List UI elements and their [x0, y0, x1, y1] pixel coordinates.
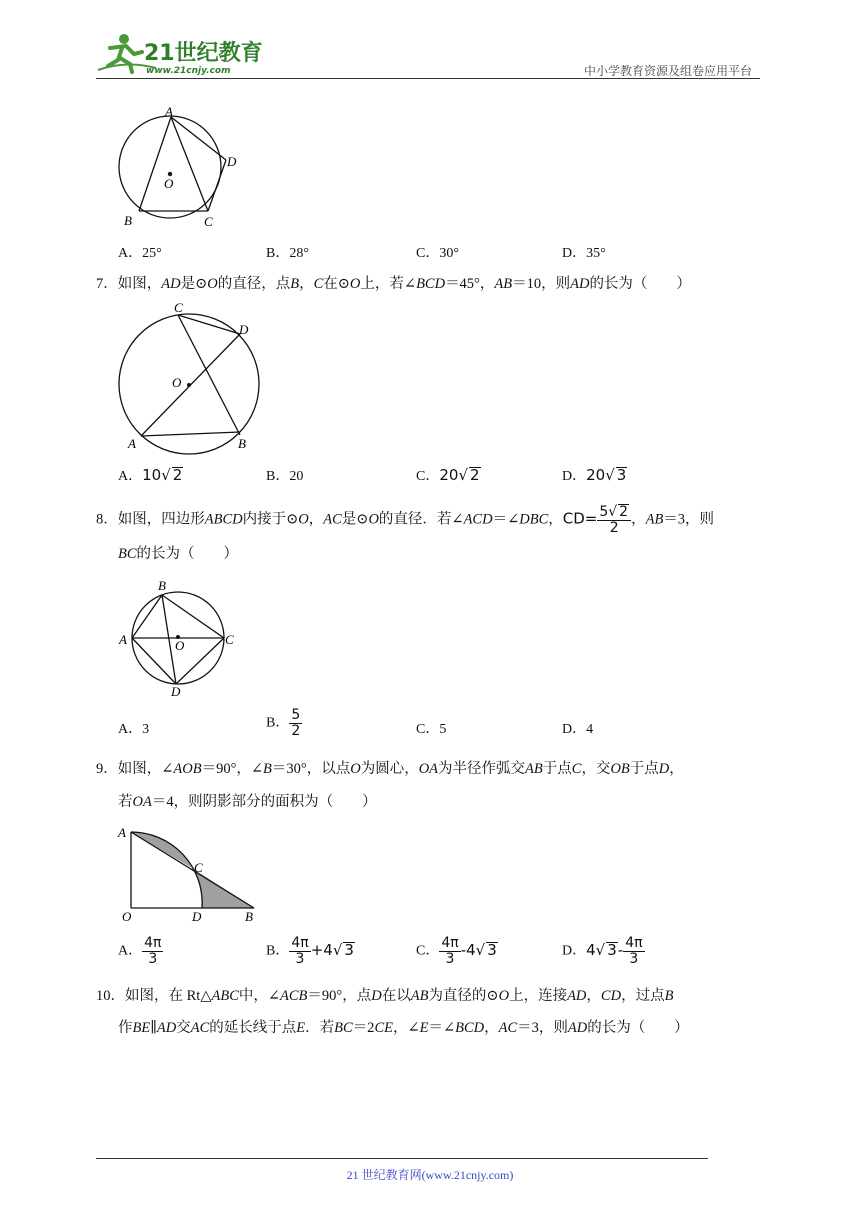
- svg-text:C: C: [194, 860, 203, 875]
- svg-text:O: O: [172, 375, 182, 390]
- svg-text:D: D: [171, 684, 181, 698]
- q6-option-d: D．35°: [562, 246, 606, 261]
- page-header: [96, 30, 760, 78]
- q9-option-d: D．4√ 3- $\frac{4\pi}{3}$: [562, 935, 643, 967]
- svg-text:D: D: [239, 322, 249, 337]
- svg-text:B: B: [245, 909, 253, 924]
- q7-figure: [112, 298, 272, 456]
- q8-option-b: B． $\frac{5}{2}$: [266, 707, 301, 739]
- svg-text:A: A: [128, 436, 136, 451]
- svg-text:B: B: [124, 213, 132, 228]
- q6-option-b: B．28°: [266, 246, 309, 261]
- svg-text:B: B: [238, 436, 246, 451]
- q7-option-b: B．20: [266, 469, 304, 484]
- q7-option-c: C．20√ 2: [416, 466, 480, 484]
- q7-text: 7．如图，AD是⊙O的直径，点B，C在⊙O上，若∠BCD＝45°，AB＝10，则AD的长为（ ）: [96, 276, 691, 292]
- svg-text:A: A: [118, 825, 126, 840]
- svg-text:21世纪教育: 21世纪教育: [144, 41, 263, 66]
- q9-option-c: C． $\frac{4\pi}{3}$ -4√ 3: [416, 935, 497, 967]
- q8-option-c: C．5: [416, 722, 447, 737]
- q7-option-a: A．10√ 2: [118, 466, 183, 484]
- footer-divider: [96, 1158, 708, 1159]
- svg-text:O: O: [164, 176, 174, 191]
- svg-text:www.21cnjy.com: www.21cnjy.com: [146, 66, 231, 76]
- q6-option-a: A．25°: [118, 246, 162, 261]
- svg-text:C: C: [174, 300, 183, 315]
- q9-text-line1: 9．如图，∠AOB＝90°，∠B＝30°，以点O为圆心，OA为半径作弧交AB于点C，交OB于点D，: [96, 761, 684, 777]
- svg-text:O: O: [122, 909, 132, 924]
- q8-option-d: D．4: [562, 722, 594, 737]
- q6-option-c: C．30°: [416, 246, 459, 261]
- q9-option-a: A． $\frac{4\pi}{3}$: [118, 935, 162, 967]
- q10-text-line2: 作BE∥AD交AC的延长线于点E．若BC＝2CE，∠E＝∠BCD，AC＝3，则AD的长为（ ）: [118, 1020, 689, 1036]
- q9-option-b: B． $\frac{4\pi}{3}$ +4√ 3: [266, 935, 354, 967]
- footer-text: 21 世纪教育网(www.21cnjy.com): [346, 1168, 514, 1182]
- q9-text-line2: 若OA＝4，则阴影部分的面积为（ ）: [118, 794, 377, 810]
- svg-text:D: D: [227, 154, 237, 169]
- q8-option-a: A．3: [118, 722, 150, 737]
- svg-text:A: A: [119, 632, 127, 647]
- svg-text:C: C: [204, 214, 213, 229]
- svg-text:B: B: [158, 578, 166, 593]
- q6-figure: [112, 100, 252, 235]
- q8-text-line2: BC的长为（ ）: [118, 546, 239, 562]
- q8-figure: [112, 576, 242, 698]
- svg-text:A: A: [165, 104, 173, 119]
- platform-name: 中小学教育资源及组卷应用平台: [583, 64, 752, 78]
- q7-option-d: D．20√ 3: [562, 466, 627, 484]
- q10-text-line1: 10．如图，在 Rt△ABC中，∠ACB＝90°，点D在以AB为直径的⊙O上，连接AD，CD，过点B: [96, 988, 674, 1004]
- svg-text:C: C: [225, 632, 234, 647]
- q9-figure: [112, 822, 262, 926]
- svg-text:O: O: [175, 638, 185, 653]
- svg-text:D: D: [192, 909, 202, 924]
- q8-text-line1: 8．如图，四边形ABCD内接于⊙O，AC是⊙O的直径．若∠ACD＝∠DBC，CD= $\frac{5√ 2}{2}$ ，AB＝3，则: [96, 504, 715, 536]
- header-divider: [96, 78, 760, 79]
- logo-icon: [96, 30, 266, 76]
